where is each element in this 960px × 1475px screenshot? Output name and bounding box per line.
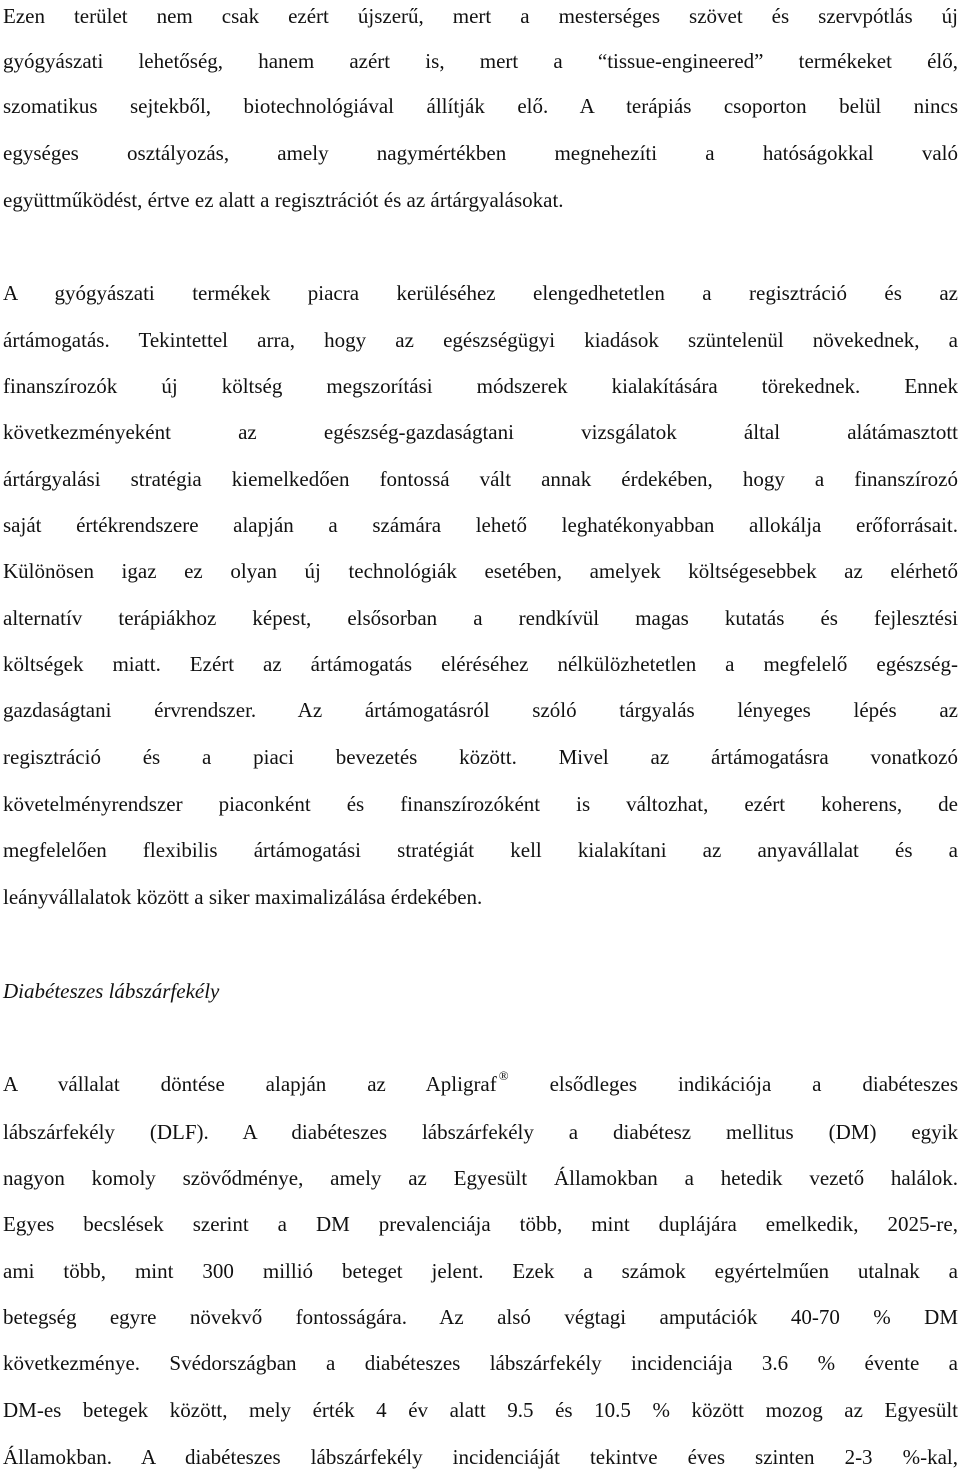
paragraph-1-line-4: egységes osztályozás, amely nagymértékben megnehezíti a hatóságokkal való	[3, 141, 958, 165]
paragraph-2-line-3: finanszírozók új költség megszorítási módszerek kialakítására törekednek. Ennek	[3, 374, 958, 398]
paragraph-2-line-6: saját értékrendszere alapján a számára lehető leghatékonyabban allokálja erőforrásait.	[3, 513, 958, 537]
paragraph-2-line-14: leányvállalatok között a siker maximalizálása érdekében.	[3, 885, 483, 909]
paragraph-2-line-9: költségek miatt. Ezért az ártámogatás eléréséhez nélkülözhetetlen a megfelelő egészség-	[3, 652, 958, 676]
registered-trademark-mark: ®	[498, 1068, 509, 1083]
paragraph-3-line-6: betegség egyre növekvő fontosságára. Az alsó végtagi amputációk 40-70 % DM	[3, 1305, 958, 1329]
paragraph-2-line-2: ártámogatás. Tekintettel arra, hogy az egészségügyi kiadások szüntelenül növekednek, a	[3, 328, 958, 352]
paragraph-2-line-5: ártárgyalási stratégia kiemelkedően fontossá vált annak érdekében, hogy a finanszírozó	[3, 467, 958, 491]
paragraph-3-line-1	[3, 1068, 959, 1100]
paragraph-2-line-1: A gyógyászati termékek piacra kerüléséhez elengedhetetlen a regisztráció és az	[3, 281, 958, 305]
paragraph-3-line-1-end: elsődleges indikációja a diabéteszes	[549, 1072, 959, 1096]
paragraph-3-line-5: ami több, mint 300 millió beteget jelent. Ezek a számok egyértelműen utalnak a	[3, 1259, 958, 1283]
paragraph-3-line-3: nagyon komoly szövődménye, amely az Egyesült Államokban a hetedik vezető halálok.	[3, 1166, 958, 1190]
paragraph-3-line-9: Államokban. A diabéteszes lábszárfekély incidenciáját tekintve éves szinten 2-3 %-kal,	[3, 1445, 958, 1469]
paragraph-3-line-7: következménye. Svédországban a diabéteszes lábszárfekély incidenciája 3.6 % évente a	[3, 1351, 958, 1375]
paragraph-1-line-3: szomatikus sejtekből, biotechnológiával állítják elő. A terápiás csoporton belül nincs	[3, 94, 958, 118]
paragraph-2-line-10: gazdaságtani érvrendszer. Az ártámogatásról szóló tárgyalás lényeges lépés az	[3, 698, 958, 722]
paragraph-2-line-13: megfelelően flexibilis ártámogatási stratégiát kell kialakítani az anyavállalat és a	[3, 838, 958, 862]
paragraph-3-line-2: lábszárfekély (DLF). A diabéteszes lábszárfekély a diabétesz mellitus (DM) egyik	[3, 1120, 958, 1144]
paragraph-3-line-1-start: A vállalat döntése alapján az Apligraf	[3, 1072, 497, 1096]
paragraph-1-line-1: Ezen terület nem csak ezért újszerű, mert a mesterséges szövet és szervpótlás új	[3, 4, 958, 28]
paragraph-2-line-8: alternatív terápiákhoz képest, elsősorban a rendkívül magas kutatás és fejlesztési	[3, 606, 958, 630]
paragraph-2-line-12: követelményrendszer piaconként és finanszírozóként is változhat, ezért koherens, de	[3, 792, 958, 816]
paragraph-3-line-8: DM-es betegek között, mely érték 4 év alatt 9.5 és 10.5 % között mozog az Egyesült	[3, 1398, 958, 1422]
paragraph-3-line-4: Egyes becslések szerint a DM prevalenciája több, mint duplájára emelkedik, 2025-re,	[3, 1212, 958, 1236]
paragraph-2-line-11: regisztráció és a piaci bevezetés között. Mivel az ártámogatásra vonatkozó	[3, 745, 958, 769]
paragraph-2-line-4: következményeként az egészség-gazdaságtani vizsgálatok által alátámasztott	[3, 420, 958, 444]
section-heading: Diabéteszes lábszárfekély	[3, 979, 220, 1003]
paragraph-2-line-7: Különösen igaz ez olyan új technológiák esetében, amelyek költségesebbek az elérhető	[3, 559, 958, 583]
paragraph-1-line-2: gyógyászati lehetőség, hanem azért is, mert a “tissue-engineered” termékeket élő,	[3, 49, 958, 73]
paragraph-1-line-5: együttműködést, értve ez alatt a regisztrációt és az ártárgyalásokat.	[3, 188, 564, 212]
